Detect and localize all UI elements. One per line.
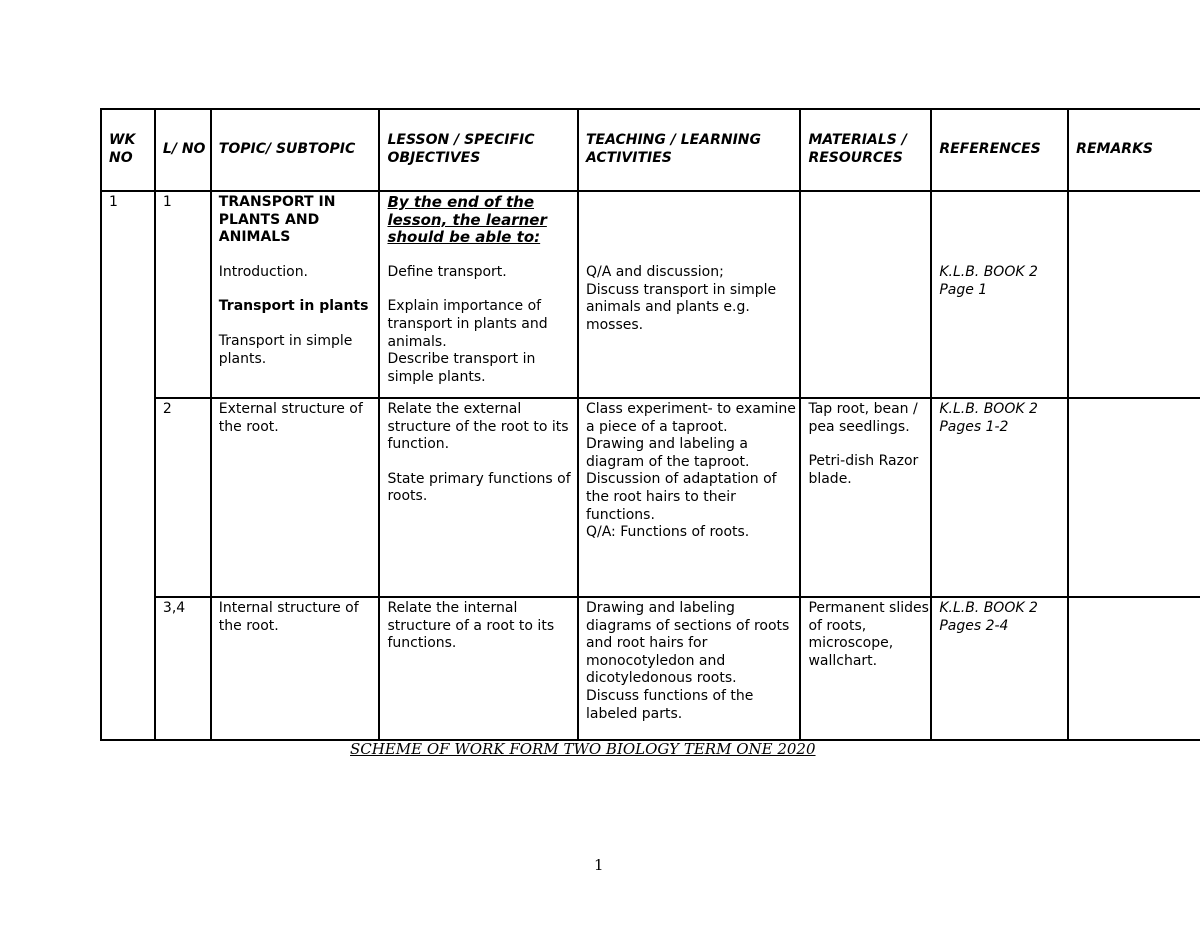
remarks-cell: [1068, 597, 1200, 740]
header-row: [101, 109, 1200, 191]
activity-item: Q/A and discussion;: [585, 264, 724, 280]
objective-item: Relate the external structure of the root to its function.: [387, 401, 569, 453]
materials-cell: Permanent slides of roots, microscope, wallchart.: [800, 597, 931, 740]
topic-cell: Internal structure of the root.: [211, 597, 380, 740]
activities-cell: [578, 191, 800, 398]
lesson-number-cell: 1: [155, 191, 211, 398]
objective-item: Define transport.: [387, 263, 507, 280]
material-item: Tap root, bean / pea seedlings.: [808, 401, 918, 435]
remarks-cell: [1068, 191, 1200, 398]
remarks-cell: [1068, 398, 1200, 597]
subtopic-plants: Transport in plants: [218, 298, 369, 315]
subtopic-intro: Introduction.: [218, 263, 309, 280]
lesson-number-cell: 3,4: [155, 597, 211, 740]
objective-item: State primary functions of roots.: [387, 470, 571, 505]
reference-book: K.L.B. BOOK 2: [939, 600, 1038, 616]
header-remarks: REMARKS: [1068, 109, 1200, 191]
references-cell: [931, 191, 1068, 398]
references-cell: [931, 597, 1068, 740]
objectives-cell: [379, 398, 578, 597]
activity-item: Discuss functions of the labeled parts.: [585, 687, 754, 722]
activities-cell: [578, 597, 800, 740]
scheme-of-work-table: [100, 108, 1200, 741]
subtopic-simple-plants: Transport in simple plants.: [218, 332, 353, 367]
header-materials: MATERIALS / RESOURCES: [800, 109, 931, 191]
materials-cell: [800, 398, 931, 597]
activity-item: Drawing and labeling a diagram of the taproot.: [585, 436, 750, 470]
activity-item: Drawing and labeling diagrams of sections of roots and root hairs for monocotyledon and dicotyledonous roots.: [585, 600, 790, 687]
topic-cell: External structure of the root.: [211, 398, 380, 597]
table-row: [101, 398, 1200, 597]
reference-page: Pages 1-2: [939, 418, 1009, 435]
topic-title: TRANSPORT IN PLANTS AND ANIMALS: [218, 194, 336, 246]
table-row: [101, 597, 1200, 740]
reference-book: K.L.B. BOOK 2: [939, 264, 1038, 280]
objective-item: Explain importance of transport in plants and animals.: [387, 298, 548, 350]
activity-item: Class experiment- to examine a piece of a taproot.: [585, 401, 796, 435]
material-item: Petri-dish Razor blade.: [808, 453, 919, 487]
reference-page: Pages 2-4: [939, 617, 1009, 634]
header-topic: TOPIC/ SUBTOPIC: [211, 109, 380, 191]
header-activities: TEACHING / LEARNING ACTIVITIES: [578, 109, 800, 191]
activities-cell: [578, 398, 800, 597]
header-wk-no: WK NO: [101, 109, 155, 191]
topic-cell: [211, 191, 380, 398]
week-number-cell: 1: [101, 191, 155, 740]
objectives-cell: [379, 191, 578, 398]
objective-item: Describe transport in simple plants.: [387, 351, 536, 385]
document-caption: SCHEME OF WORK FORM TWO BIOLOGY TERM ONE 2020: [350, 740, 816, 758]
header-references: REFERENCES: [931, 109, 1068, 191]
table-row: [101, 191, 1200, 398]
page-number: 1: [594, 856, 604, 874]
activity-item: Q/A: Functions of roots.: [585, 524, 750, 541]
header-objectives: LESSON / SPECIFIC OBJECTIVES: [379, 109, 578, 191]
header-lesson-no: L/ NO: [155, 109, 211, 191]
references-cell: [931, 398, 1068, 597]
objectives-cell: Relate the internal structure of a root to its functions.: [379, 597, 578, 740]
materials-cell: [800, 191, 931, 398]
objectives-lead: By the end of the lesson, the learner should be able to:: [387, 193, 547, 247]
reference-book: K.L.B. BOOK 2: [939, 401, 1038, 417]
activity-item: Discuss transport in simple animals and plants e.g. mosses.: [585, 281, 777, 333]
lesson-number-cell: 2: [155, 398, 211, 597]
reference-page: Page 1: [939, 281, 988, 298]
activity-item: Discussion of adaptation of the root hairs to their functions.: [585, 471, 777, 523]
